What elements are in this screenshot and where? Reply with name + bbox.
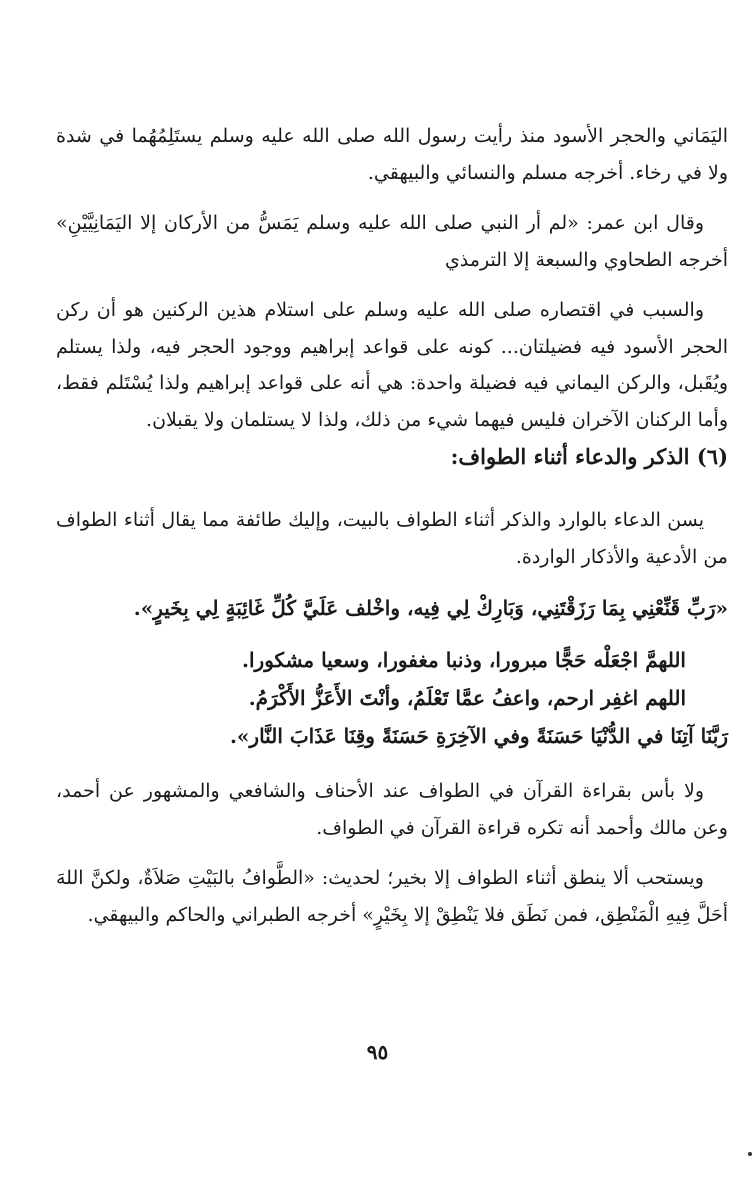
paragraph-ibn-umar: وقال ابن عمر: «لم أر النبي صلى الله عليه وسلم يَمَسُّ من الأركان إلا اليَمَانِيَّيْنِ» أخرجه الطحاوي والسبعة إلا الترمذي: [56, 212, 728, 271]
paragraph-intro: يسن الدعاء بالوارد والذكر أثناء الطواف بالبيت، وإليك طائفة مما يقال أثناء الطواف من الأدعية والأذكار الواردة.: [56, 509, 728, 568]
paragraph-reason: والسبب في اقتصاره صلى الله عليه وسلم على استلام هذين الركنين هو أن ركن الحجر الأسود فيه فضيلتان... كونه على قواعد إبراهيم ووجود الحجر فيه، ولذا يستلم ويُقَبل، والركن اليماني فيه فضيلة واحدة: هي أنه على قواعد إبراهيم ولذا يُسْتَلم فقط، وأما الركنان الآخران فليس فيهما شيء من ذلك، ولذا لا يستلمان ولا يقبلان.: [56, 299, 728, 431]
paragraph-yemeni-corner: اليَمَاني والحجر الأسود منذ رأيت رسول الله صلى الله عليه وسلم يستَلِمُهُما في شدة ولا في رخاء. أخرجه مسلم والنسائي والبيهقي.: [56, 125, 728, 184]
dua-line-3: اللهم اغفِر ارحم، واعفُ عمَّا تَعْلَمُ، وأنْتَ الأَعَزُّ الأَكْرَمُ.: [248, 686, 686, 710]
page-number: ٩٥: [366, 1040, 389, 1064]
paragraph-speech-in-tawaf: ويستحب ألا ينطق أثناء الطواف إلا بخير؛ لحديث: «الطَّوافُ بالبَيْتِ صَلاَةٌ، ولكنَّ اللهَ أحَلَّ فِيهِ الْمَنْطِق، فمن نَطَق فلا يَنْطِقْ إلا بِخَيْرٍ» أخرجه الطبراني والحاكم والبيهقي.: [56, 867, 728, 926]
dua-line-4: رَبَّنَا آتِنَا في الدُّنْيَا حَسَنَةً وفي الآخِرَةِ حَسَنَةً وقِنَا عَذَابَ النَّار».: [229, 724, 728, 748]
paragraph-quran-recitation: ولا بأس بقراءة القرآن في الطواف عند الأحناف والشافعي والمشهور عن أحمد، وعن مالك وأحمد أنه تكره قراءة القرآن في الطواف.: [56, 780, 728, 839]
section-heading: (٦) الذكر والدعاء أثناء الطواف:: [450, 444, 728, 469]
scan-dot: [748, 1152, 752, 1156]
page-body: [56, 118, 728, 933]
dua-line-1: «رَبِّ قَنِّعْنِي بِمَا رَزَقْتَنِي، وَبَارِكْ لِي فِيه، واخْلف عَلَيَّ كُلِّ غَائِبَةٍ لِي بِخَيرٍ».: [133, 596, 728, 620]
dua-line-2: اللهمَّ اجْعَلْه حَجًّا مبرورا، وذنبا مغفورا، وسعيا مشكورا.: [242, 648, 686, 672]
